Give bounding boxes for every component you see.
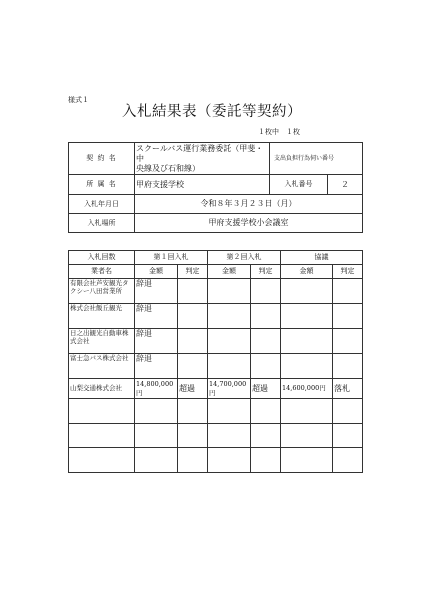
round2-judge <box>251 399 281 424</box>
negotiation-judge <box>333 448 363 473</box>
negotiation-amount <box>281 354 333 379</box>
round1-amount <box>135 424 178 448</box>
form-number: 様式１ <box>68 96 89 104</box>
negotiation-judge <box>333 424 363 448</box>
round2-amount <box>208 279 251 304</box>
round2-judge <box>251 329 281 354</box>
round1-decline: 辞退 <box>135 279 178 304</box>
company-name <box>69 448 135 473</box>
round1-amount <box>135 399 178 424</box>
round2-judge <box>251 279 281 304</box>
negotiation-label: 協議 <box>281 251 363 265</box>
contract-info-table <box>68 142 363 233</box>
round1-amount: 14,800,000円 <box>135 379 178 399</box>
company-name: 山梨交通株式会社 <box>69 379 135 399</box>
table-row <box>69 448 363 473</box>
negotiation-amount <box>281 399 333 424</box>
negotiation-judge <box>333 354 363 379</box>
company-name: 有限会社芦安観光タクシー八田営業所 <box>69 279 135 304</box>
negotiation-amount <box>281 424 333 448</box>
round1-judge <box>178 329 208 354</box>
negotiation-amount <box>281 304 333 329</box>
company-label: 業者名 <box>69 265 135 279</box>
company-name: 株式会社飯丘観光 <box>69 304 135 329</box>
table-row <box>69 379 363 399</box>
round1-judge <box>178 448 208 473</box>
negotiation-amount-label: 金額 <box>281 265 333 279</box>
round1-decline: 辞退 <box>135 354 178 379</box>
company-name <box>69 399 135 424</box>
bid-date-row <box>69 195 363 214</box>
negotiation-judge: 落札 <box>333 379 363 399</box>
negotiation-amount <box>281 448 333 473</box>
table-row <box>69 424 363 448</box>
round1-decline: 辞退 <box>135 329 178 354</box>
round2-amount <box>208 424 251 448</box>
negotiation-amount <box>281 279 333 304</box>
bid-number-value: ２ <box>328 175 363 195</box>
company-name: 日之出観光自動車株式会社 <box>69 329 135 354</box>
negotiation-judge <box>333 329 363 354</box>
rounds-label: 入札回数 <box>69 251 135 265</box>
contract-name-line2: 央線及び石和線） <box>136 163 200 173</box>
round2-amount <box>208 448 251 473</box>
round2-judge <box>251 448 281 473</box>
results-header-row-1 <box>69 251 363 265</box>
round1-judge <box>178 279 208 304</box>
result-rows <box>69 279 363 473</box>
department-label: 所 属 名 <box>69 175 135 195</box>
bid-place-value: 甲府支援学校小会議室 <box>135 214 363 233</box>
round2-label: 第２回入札 <box>208 251 281 265</box>
contract-name-value <box>135 143 270 175</box>
company-name: 富士急バス株式会社 <box>69 354 135 379</box>
round1-judge <box>178 354 208 379</box>
round1-amount <box>135 448 178 473</box>
round2-judge <box>251 354 281 379</box>
department-row <box>69 175 363 195</box>
round1-judge <box>178 399 208 424</box>
round2-judge-label: 判定 <box>251 265 281 279</box>
table-row <box>69 279 363 304</box>
round2-amount: 14,700,000円 <box>208 379 251 399</box>
company-name <box>69 424 135 448</box>
bid-place-row <box>69 214 363 233</box>
round2-amount <box>208 304 251 329</box>
bid-number-label: 入札番号 <box>270 175 328 195</box>
bid-place-label: 入札場所 <box>69 214 135 233</box>
contract-name-row <box>69 143 363 175</box>
sheet-count: １枚中 １枚 <box>258 128 300 136</box>
document-title: 入札結果表（委託等契約） <box>122 104 302 120</box>
round2-judge: 超過 <box>251 379 281 399</box>
round2-judge <box>251 424 281 448</box>
negotiation-judge-label: 判定 <box>333 265 363 279</box>
results-header-row-2 <box>69 265 363 279</box>
expense-number-cell <box>270 143 363 175</box>
table-row <box>69 329 363 354</box>
bid-date-label: 入札年月日 <box>69 195 135 214</box>
table-row <box>69 399 363 424</box>
round2-judge <box>251 304 281 329</box>
round1-judge: 超過 <box>178 379 208 399</box>
round1-label: 第１回入札 <box>135 251 208 265</box>
contract-name-label: 契 約 名 <box>69 143 135 175</box>
bid-results-table <box>68 250 363 473</box>
round1-judge-label: 判定 <box>178 265 208 279</box>
round2-amount <box>208 399 251 424</box>
table-row <box>69 354 363 379</box>
round2-amount-label: 金額 <box>208 265 251 279</box>
negotiation-judge <box>333 399 363 424</box>
department-value: 甲府支援学校 <box>135 175 270 195</box>
contract-name-line1: スクールバス運行業務委託（甲斐・中 <box>136 143 264 163</box>
negotiation-judge <box>333 279 363 304</box>
round1-judge <box>178 304 208 329</box>
round1-judge <box>178 424 208 448</box>
negotiation-amount: 14,600,000円 <box>281 379 333 399</box>
table-row <box>69 304 363 329</box>
round1-amount-label: 金額 <box>135 265 178 279</box>
expense-number-label: 支出負担行為伺い番号 <box>274 154 335 162</box>
round2-amount <box>208 329 251 354</box>
round1-decline: 辞退 <box>135 304 178 329</box>
bid-date-value: 令和８年３月２３日（月） <box>135 195 363 214</box>
negotiation-judge <box>333 304 363 329</box>
round2-amount <box>208 354 251 379</box>
negotiation-amount <box>281 329 333 354</box>
